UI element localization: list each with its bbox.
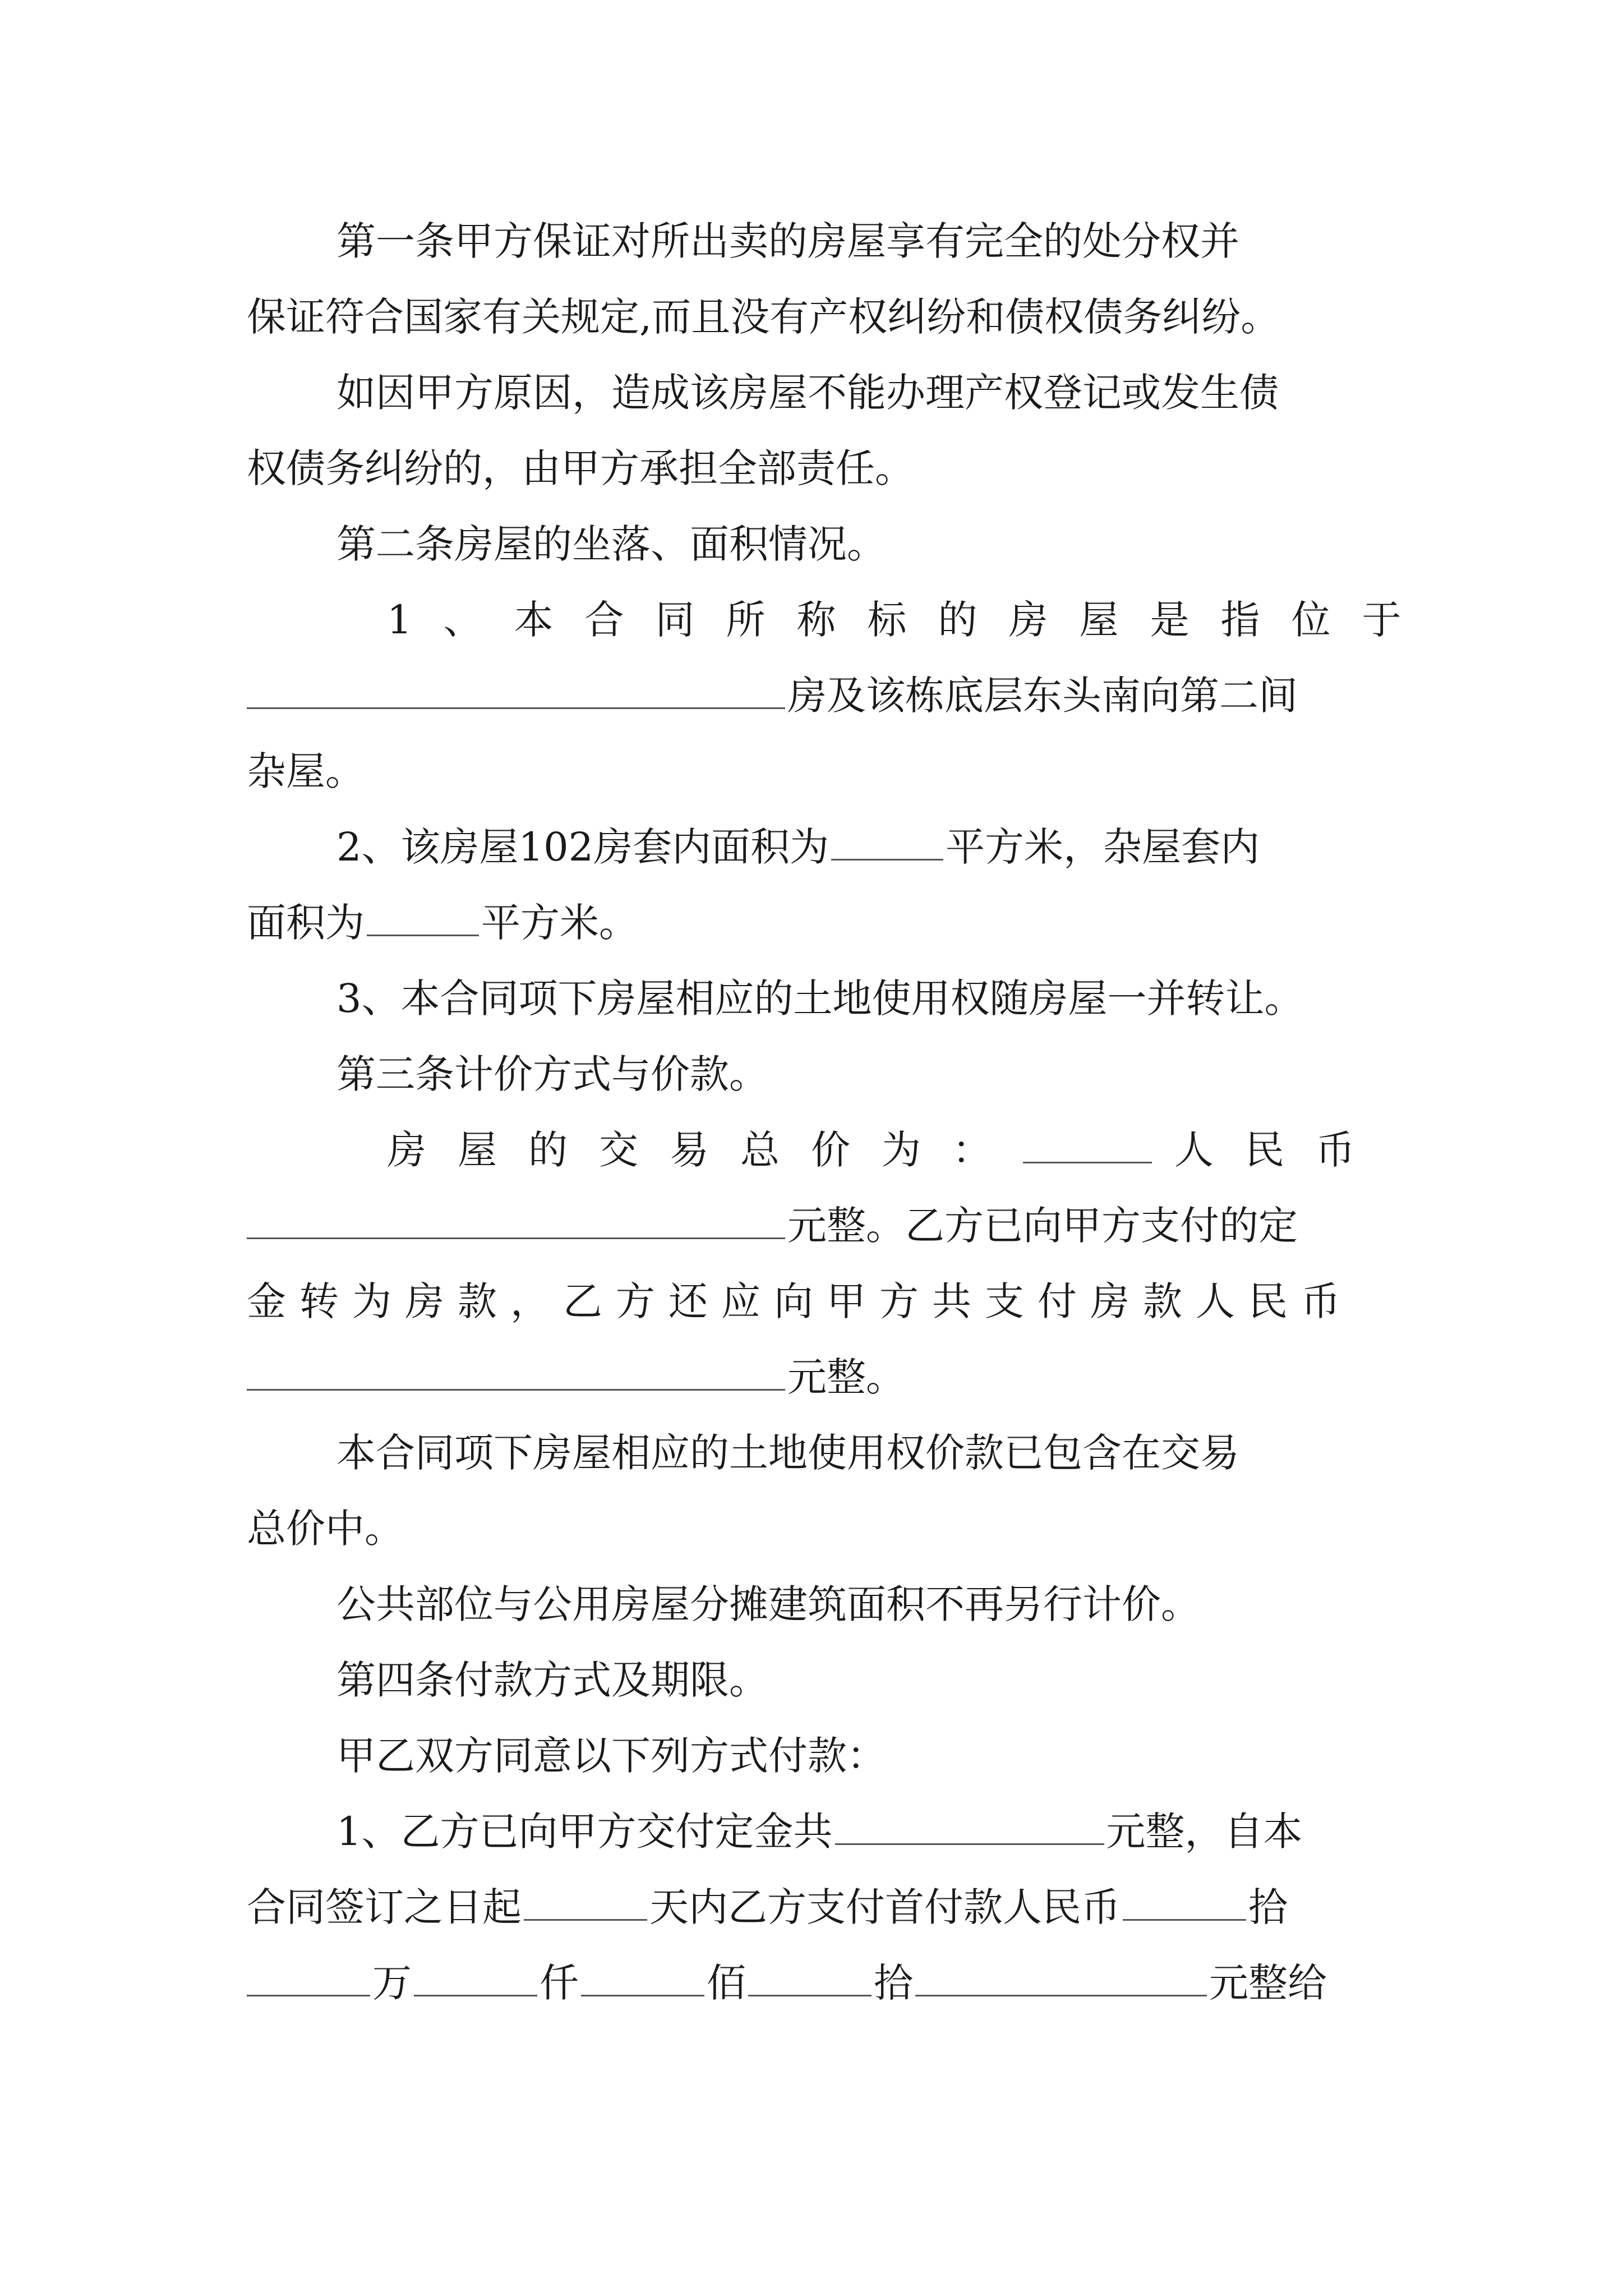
blank-days (524, 1884, 647, 1921)
text-line-16: 元整。 (247, 1346, 1374, 1408)
blank-total-price (1023, 1126, 1152, 1163)
text-line-4: 权债务纠纷的，由甲方承担全部责任。 (247, 445, 914, 491)
text-line-11: 3、本合同项下房屋相应的土地使用权随房屋一并转让。 (336, 976, 1304, 1022)
text-line-12: 第三条计价方式与价款。 (336, 1051, 768, 1097)
blank-deposit (835, 1808, 1104, 1845)
blank-hundred (581, 1959, 704, 1996)
text-line-7: 房及该栋底层东头南向第二间 (247, 665, 1374, 726)
text-line-23: 合同签订之日起 天内乙方支付首付款人民币 拾 (247, 1884, 1288, 1930)
text-line-3: 如因甲方原因，造成该房屋不能办理产权登记或发生债 (336, 370, 1279, 416)
text-line-14: 元整。乙方已向甲方支付的定 (247, 1195, 1374, 1257)
blank-area-storeroom (367, 899, 479, 936)
text-line-19: 公共部位与公用房屋分摊建筑面积不再另行计价。 (336, 1581, 1200, 1627)
blank-ten-thousand (247, 1959, 370, 1996)
text-line-8: 杂屋。 (247, 748, 365, 794)
text-line-24: 万 仟 佰 拾 元整给 (247, 1952, 1374, 2014)
blank-thousand (414, 1959, 537, 1996)
blank-remaining-amount (247, 1354, 785, 1391)
text-line-13: 房屋的交易总价为： 人民币 (387, 1127, 1386, 1173)
blank-location (247, 672, 785, 709)
text-line-15: 金转为房款，乙方还应向甲方共支付房款人民币 (247, 1278, 1354, 1324)
blank-total-price-amount (247, 1202, 785, 1239)
text-line-10: 面积为 平方米。 (247, 900, 638, 946)
text-line-1: 第一条甲方保证对所出卖的房屋享有完全的处分权并 (336, 218, 1239, 264)
text-line-6: 1、本合同所称标的房屋是指位于 (387, 597, 1433, 643)
text-line-18: 总价中。 (247, 1506, 404, 1552)
blank-area-house (831, 823, 943, 861)
text-line-5: 第二条房屋的坐落、面积情况。 (336, 521, 886, 567)
text-line-21: 甲乙双方同意以下列方式付款： (336, 1733, 886, 1779)
text-line-9: 2、该房屋102房套内面积为 平方米，杂屋套内 (336, 824, 1260, 870)
text-line-20: 第四条付款方式及期限。 (336, 1657, 768, 1703)
blank-hundred-thousand (1123, 1884, 1246, 1921)
blank-ten (748, 1959, 872, 1996)
blank-yuan (915, 1959, 1207, 1996)
text-line-2: 保证符合国家有关规定,而且没有产权纠纷和债权债务纠纷。 (247, 294, 1280, 340)
text-line-17: 本合同项下房屋相应的土地使用权价款已包含在交易 (336, 1430, 1239, 1476)
text-line-22: 1、乙方已向甲方交付定金共 元整，自本 (336, 1809, 1303, 1855)
